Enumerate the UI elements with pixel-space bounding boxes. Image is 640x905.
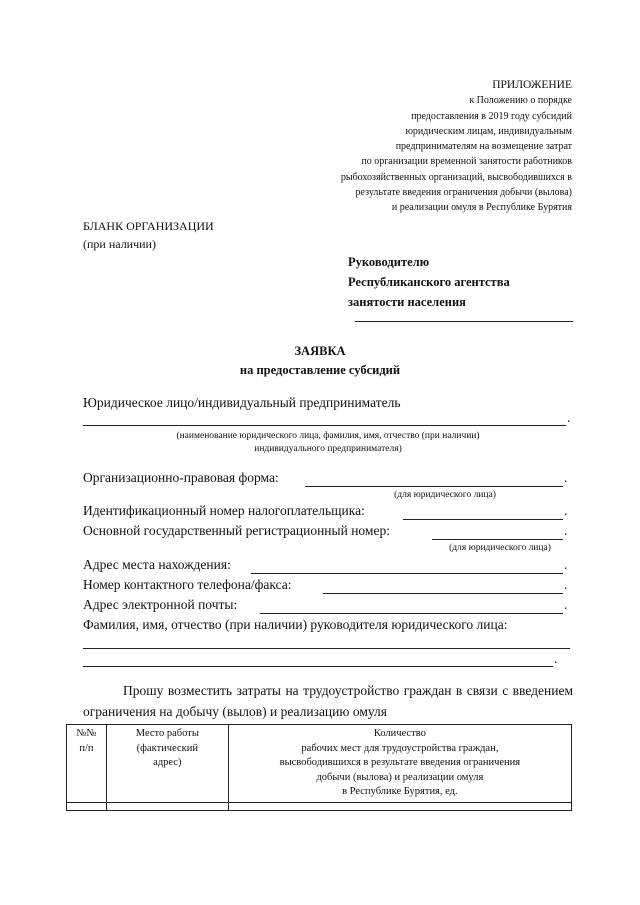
addressee (348, 252, 510, 312)
table-cell-count[interactable] (228, 802, 571, 810)
header-text: Количество (373, 728, 426, 739)
head-name-field-line1[interactable] (83, 648, 570, 649)
blank-title: БЛАНК ОРГАНИЗАЦИИ (83, 219, 214, 233)
ogrn-label: Основной государственный регистрационный номер: (83, 523, 390, 538)
table-row (67, 802, 572, 810)
entity-caption-line: (наименование юридического лица, фамилия, имя, отчество (при наличии) (176, 431, 480, 441)
header-text: (фактический (136, 742, 198, 754)
legal-form-label: Организационно-правовая форма: (83, 470, 279, 485)
appendix-line: по организации временной занятости работников (361, 156, 572, 168)
appendix-line: предоставления в 2019 году субсидий (411, 110, 572, 122)
head-name-label: Фамилия, имя, отчество (при наличии) руководителя юридического лица: (83, 617, 508, 632)
appendix-line: к Положению о порядке (469, 95, 572, 107)
phone-field[interactable] (323, 593, 563, 594)
address-field[interactable] (251, 573, 563, 574)
period: . (564, 597, 568, 612)
organization-blank (83, 217, 214, 253)
entity-caption (83, 430, 573, 456)
ogrn-caption: (для юридического лица) (449, 543, 551, 553)
request-paragraph: Прошу возместить затраты на трудоустройство граждан в связи с введением ограничения на добычу (вылов) и реализацию омуля (83, 683, 573, 719)
entity-name-field[interactable] (83, 425, 566, 426)
table-header-number (67, 725, 107, 803)
email-field[interactable] (260, 613, 563, 614)
appendix-title: ПРИЛОЖЕНИЕ (492, 79, 572, 91)
appendix-line: и реализации омуля в Республике Бурятия (391, 202, 572, 214)
phone-label: Номер контактного телефона/факса: (83, 577, 292, 592)
header-text: добычи (вылова) и реализации омуля (316, 771, 484, 783)
table-header-row (67, 725, 572, 803)
header-text: Место работы (135, 728, 199, 739)
address-label: Адрес места нахождения: (83, 557, 231, 572)
ogrn-field[interactable] (432, 539, 563, 540)
period: . (564, 577, 568, 592)
addressee-line: Республиканского агентства (348, 275, 510, 289)
application-heading: ЗАЯВКА (294, 344, 346, 358)
head-name-field-line2[interactable] (83, 666, 553, 667)
header-text: п/п (79, 742, 94, 754)
period: . (564, 557, 568, 572)
application-subheading: на предоставление субсидий (239, 363, 401, 377)
header-text: высвободившихся в результате введения ограничения (279, 757, 521, 768)
period: . (564, 523, 568, 538)
inn-label: Идентификационный номер налогоплательщика: (83, 503, 365, 518)
entity-label: Юридическое лицо/индивидуальный предприниматель (83, 395, 401, 410)
appendix-line: рыбохозяйственных организаций, высвободившихся в (340, 171, 572, 183)
appendix-line: юридическим лицам, индивидуальным (405, 125, 572, 137)
appendix-line: предпринимателям на возмещение затрат (395, 141, 572, 153)
entity-caption-line: индивидуального предпринимателя) (254, 444, 402, 454)
appendix-header (272, 78, 572, 216)
header-text: в Республике Бурятия, ед. (342, 786, 458, 797)
blank-note: (при наличии) (83, 237, 156, 251)
header-text: адрес) (153, 757, 182, 768)
period: . (554, 651, 558, 666)
appendix-line: результате введения ограничения добычи (вылова) (355, 187, 572, 199)
addressee-name-field[interactable] (355, 321, 573, 322)
legal-form-caption: (для юридического лица) (394, 490, 496, 500)
inn-field[interactable] (403, 519, 563, 520)
table-cell-number[interactable] (67, 802, 107, 810)
addressee-line: Руководителю (348, 255, 430, 269)
workplaces-table (66, 724, 572, 811)
email-label: Адрес электронной почты: (83, 597, 238, 612)
header-text: рабочих мест для трудоустройства граждан, (301, 742, 499, 754)
period: . (564, 503, 568, 518)
header-text: №№ (76, 728, 97, 739)
legal-form-field[interactable] (305, 486, 563, 487)
period: . (564, 470, 568, 485)
addressee-line: занятости населения (348, 295, 466, 309)
table-cell-workplace[interactable] (106, 802, 228, 810)
application-title (0, 342, 640, 380)
table-header-workplace (106, 725, 228, 803)
period: . (567, 410, 571, 425)
table-header-count (228, 725, 571, 803)
